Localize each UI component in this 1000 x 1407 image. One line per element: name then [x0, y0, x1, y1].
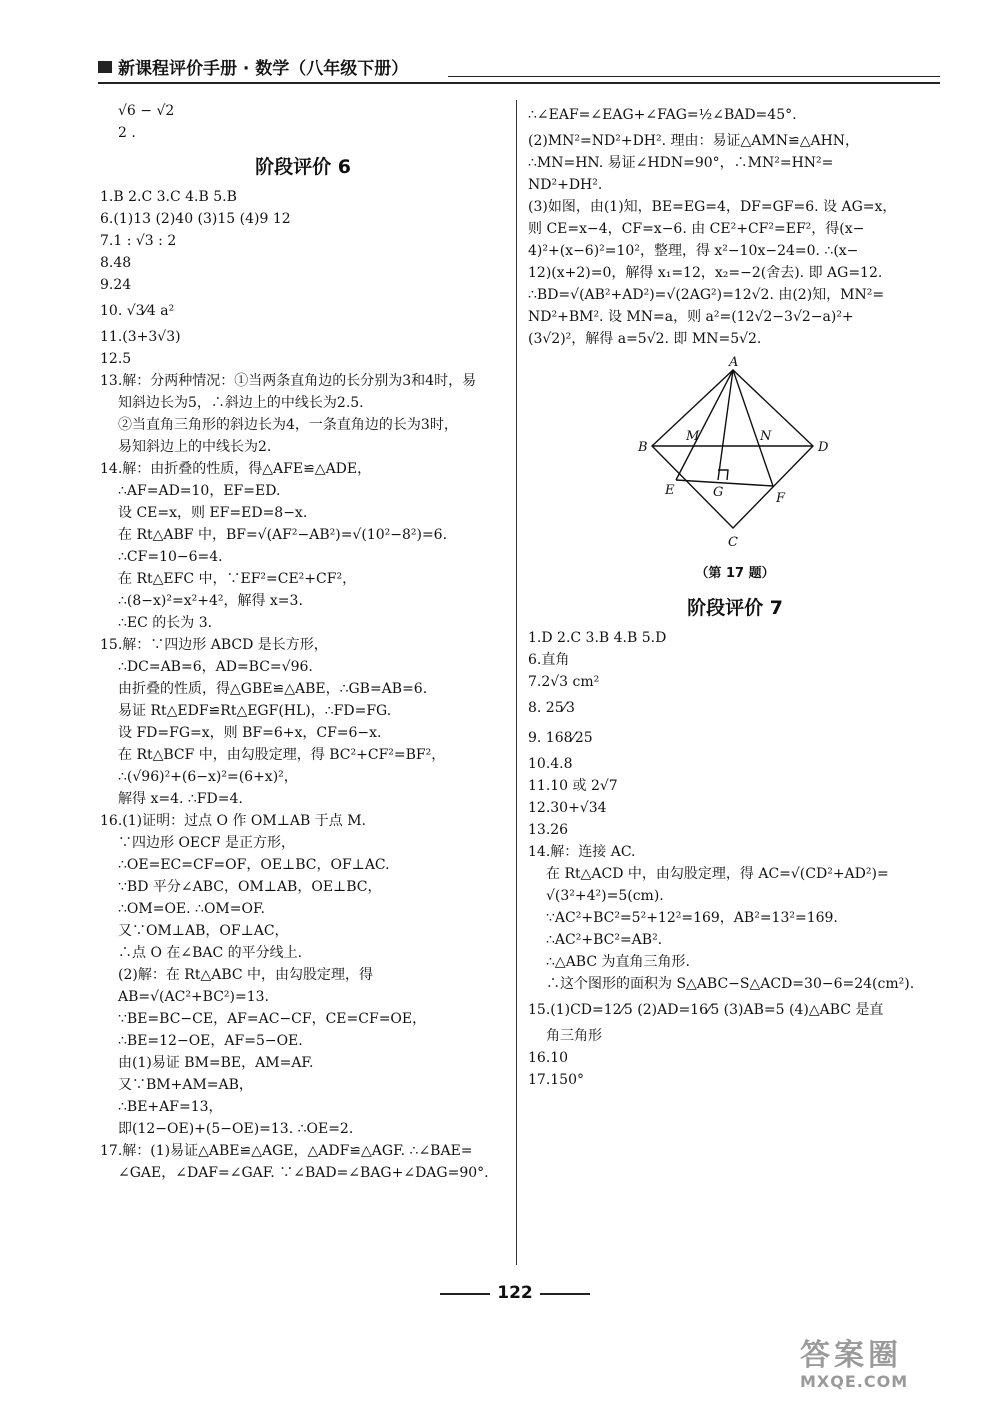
answer-line: ∴这个图形的面积为 S△ABC−S△ACD=30−6=24(cm²).	[546, 976, 915, 992]
answer-line: 7.2√3 cm²	[528, 674, 600, 690]
answer-line: 7.1 : √3 : 2	[100, 233, 177, 249]
answer-line: ND²+DH².	[528, 177, 603, 193]
answer-line: 12.30+√34	[528, 800, 607, 816]
answer-line: 1.D 2.C 3.B 4.B 5.D	[528, 630, 667, 646]
answer-line: 17.解：(1)易证△ABE≌△AGE，△ADF≌△AGF. ∴∠BAE=	[100, 1143, 473, 1159]
label-m: M	[686, 429, 700, 444]
answer-line: ∴(√96)²+(6−x)²=(6+x)²，	[118, 769, 298, 785]
answer-line: ∴OE=EC=CF=OF，OE⊥BC，OF⊥AC.	[118, 857, 390, 873]
answer-line: ∵BE=BC−CE，AF=AC−CF，CE=CF=OE，	[118, 1011, 427, 1027]
geometry-diagram	[528, 356, 942, 561]
section-title-7: 阶段评价 7	[687, 597, 783, 619]
answer-line: 知斜边长为5，∴斜边上的中线长为2.5.	[118, 395, 364, 411]
answer-line: 由(1)易证 BM=BE，AM=AF.	[118, 1055, 314, 1071]
answer-line: 则 CE=x−4，CF=x−6. 由 CE²+CF²=EF²，得(x−	[528, 221, 865, 237]
answer-line: ∴MN=HN. 易证∠HDN=90°，∴MN²=HN²=	[528, 155, 834, 171]
page-header	[98, 52, 940, 84]
answer-line: 1.B 2.C 3.C 4.B 5.B	[100, 189, 237, 205]
answer-line: 设 FD=FG=x，则 BF=6+x，CF=6−x.	[118, 725, 382, 741]
answer-line: 12.5	[100, 351, 132, 367]
label-a: A	[729, 356, 739, 370]
answer-line: 易知斜边上的中线长为2.	[118, 439, 272, 455]
header-block-icon	[98, 61, 112, 73]
label-g: G	[713, 485, 724, 500]
label-d: D	[818, 440, 829, 455]
label-b: B	[638, 440, 648, 455]
watermark-url: MXQE.COM	[800, 1372, 909, 1391]
header-rule	[448, 76, 940, 77]
answer-line: 17.150°	[528, 1072, 584, 1088]
answer-line: ∴EC 的长为 3.	[118, 615, 213, 631]
label-f: F	[776, 491, 786, 506]
answer-line: 15.解：∵四边形 ABCD 是长方形，	[100, 637, 328, 653]
right-column	[528, 100, 942, 1091]
answer-line: 10. √3⁄4 a²	[100, 303, 175, 319]
answer-line: 6.(1)13 (2)40 (3)15 (4)9 12	[100, 211, 291, 227]
answer-line: 9.24	[100, 277, 132, 293]
answer-line: 又∵OM⊥AB，OF⊥AC，	[118, 923, 289, 939]
answer-line: ∵四边形 OECF 是正方形，	[118, 835, 296, 851]
answer-line: ∴∠EAF=∠EAG+∠FAG=½∠BAD=45°.	[528, 107, 797, 123]
answer-line: 在 Rt△BCF 中，由勾股定理，得 BC²+CF²=BF²，	[118, 747, 446, 763]
answer-line: ∴OM=OE. ∴OM=OF.	[118, 901, 265, 917]
header-title: 新课程评价手册 · 数学（八年级下册）	[118, 59, 409, 79]
answer-line: (3√2)²，解得 a=5√2. 即 MN=5√2.	[528, 331, 762, 347]
answer-line: ∵BD 平分∠ABC，OM⊥AB，OE⊥BC，	[118, 879, 382, 895]
square-abcd	[652, 370, 813, 528]
answer-line: 12)(x+2)=0，解得 x₁=12，x₂=−2(舍去). 即 AG=12.	[528, 265, 883, 281]
answer-line: 9. 168⁄25	[528, 730, 593, 746]
answer-line: 由折叠的性质，得△GBE≌△ABE，∴GB=AB=6.	[118, 681, 428, 697]
label-c: C	[728, 535, 738, 550]
answer-line: ②当直角三角形的斜边长为4，一条直角边的长为3时，	[118, 417, 458, 433]
answer-line: 即(12−OE)+(5−OE)=13. ∴OE=2.	[118, 1121, 354, 1137]
answer-line: (2)MN²=ND²+DH². 理由：易证△AMN≌△AHN，	[528, 133, 860, 149]
answer-line: ND²+BM². 设 MN=a，则 a²=(12√2−3√2−a)²+	[528, 309, 854, 325]
answer-line: 在 Rt△ACD 中，由勾股定理，得 AC=√(CD²+AD²)=	[546, 866, 889, 882]
page-number: 122	[497, 1283, 533, 1303]
left-column	[100, 100, 506, 1184]
answer-line: 设 CE=x，则 EF=ED=8−x.	[118, 505, 308, 521]
segment-ag	[718, 370, 733, 480]
section-title-6: 阶段评价 6	[255, 156, 351, 178]
watermark-text: 答案圈	[800, 1338, 902, 1373]
answer-line: 11.10 或 2√7	[528, 778, 618, 794]
answer-line: 4)²+(x−6)²=10²，整理，得 x²−10x−24=0. ∴(x−	[528, 243, 859, 259]
intro-fraction-numerator: √6 − √2	[118, 103, 175, 119]
answer-line: ∴BD=√(AB²+AD²)=√(2AG²)=12√2. 由(2)知，MN²=	[528, 287, 885, 303]
answer-line: 13.26	[528, 822, 569, 838]
column-divider	[516, 100, 517, 1265]
answer-line: 10.4.8	[528, 756, 573, 772]
label-n: N	[760, 429, 772, 444]
segment-ae	[676, 370, 733, 480]
footer-ornament-left	[440, 1293, 490, 1295]
watermark-logo	[800, 1330, 990, 1400]
answer-line: (2)解：在 Rt△ABC 中，由勾股定理，得	[118, 967, 374, 983]
answer-line: 13.解：分两种情况：①当两条直角边的长分别为3和4时，易	[100, 373, 477, 389]
answer-line: 又∵BM+AM=AB，	[118, 1077, 253, 1093]
answer-line: ∴DC=AB=6，AD=BC=√96.	[118, 659, 313, 675]
answer-line: 角三角形	[546, 1028, 602, 1044]
geometry-figure-17	[528, 356, 942, 561]
answer-line: AB=√(AC²+BC²)=13.	[118, 989, 270, 1005]
label-e: E	[665, 483, 675, 498]
answer-line: ∴BE+AF=13，	[118, 1099, 223, 1115]
answer-line: ∴CF=10−6=4.	[118, 549, 223, 565]
answer-line: (3)如图，由(1)知，BE=EG=4，DF=GF=6. 设 AG=x，	[528, 199, 897, 215]
answer-line: 14.解：由折叠的性质，得△AFE≌△ADE，	[100, 461, 372, 477]
answer-line: 在 Rt△ABF 中，BF=√(AF²−AB²)=√(10²−8²)=6.	[118, 527, 448, 543]
answer-line: 14.解：连接 AC.	[528, 844, 636, 860]
intro-fraction-denominator: 2 .	[118, 125, 136, 141]
answer-line: ∴△ABC 为直角三角形.	[546, 954, 690, 970]
footer-ornament-right	[540, 1293, 590, 1295]
segment-af	[733, 370, 773, 486]
answer-line: ∴AC²+BC²=AB².	[546, 932, 663, 948]
answer-line: 15.(1)CD=12⁄5 (2)AD=16⁄5 (3)AB=5 (4)△ABC 是直	[528, 1002, 884, 1018]
answer-line: ∴(8−x)²=x²+4²，解得 x=3.	[118, 593, 303, 609]
answer-line: 8. 25⁄3	[528, 700, 575, 716]
figure-caption: （第 17 题）	[695, 566, 775, 581]
answer-line: 8.48	[100, 255, 132, 271]
answer-line: 16.(1)证明：过点 O 作 OM⊥AB 于点 M.	[100, 813, 366, 829]
answer-line: 在 Rt△EFC 中，∵EF²=CE²+CF²，	[118, 571, 357, 587]
answer-line: 6.直角	[528, 652, 570, 668]
answer-line: ∠GAE，∠DAF=∠GAF. ∵∠BAD=∠BAG+∠DAG=90°.	[118, 1165, 489, 1181]
answer-line: ∴BE=12−OE，AF=5−OE.	[118, 1033, 303, 1049]
answer-line: ∴点 O 在∠BAC 的平分线上.	[118, 945, 303, 961]
answer-line: √(3²+4²)=5(cm).	[546, 888, 664, 904]
answer-line: 易证 Rt△EDF≌Rt△EGF(HL)，∴FD=FG.	[118, 703, 392, 719]
answer-line: 16.10	[528, 1050, 569, 1066]
answer-line: ∴AF=AD=10，EF=ED.	[118, 483, 281, 499]
page-footer	[440, 1283, 590, 1307]
answer-line: 解得 x=4. ∴FD=4.	[118, 791, 243, 807]
answer-line: ∵AC²+BC²=5²+12²=169，AB²=13²=169.	[546, 910, 838, 926]
answer-line: 11.(3+3√3)	[100, 329, 181, 345]
